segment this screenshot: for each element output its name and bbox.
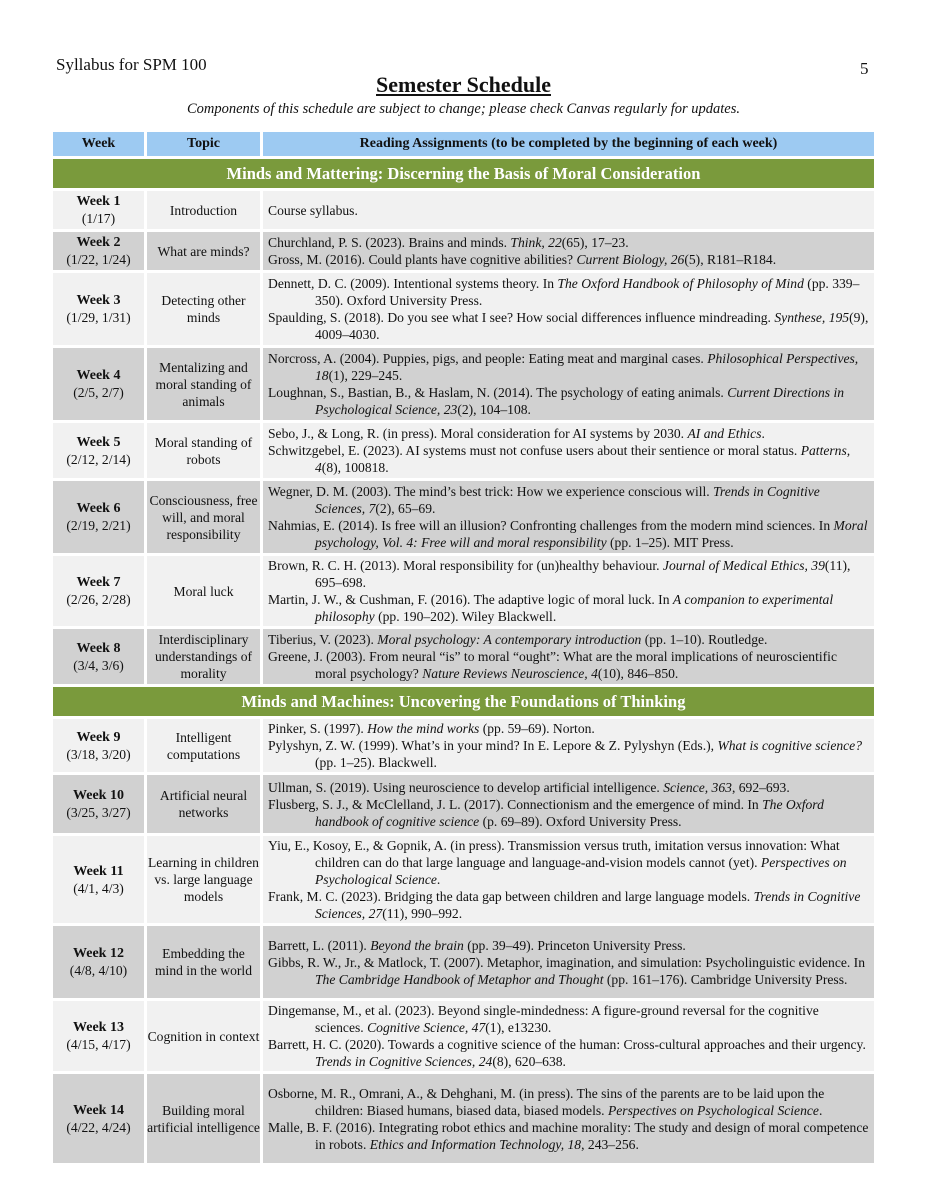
week-dates: (4/22, 4/24) bbox=[66, 1119, 131, 1135]
citation-source: AI and Ethics bbox=[687, 426, 762, 441]
table-row bbox=[53, 191, 874, 229]
topic-cell: Embedding the mind in the world bbox=[147, 926, 260, 998]
readings-cell bbox=[263, 1001, 874, 1071]
table-row bbox=[53, 348, 874, 420]
week-label: Week 14 bbox=[73, 1102, 124, 1118]
reading-citation bbox=[268, 234, 870, 251]
citation-source: A companion to experimental philosophy bbox=[315, 592, 834, 624]
citation-text: Barrett, H. C. (2020). Towards a cognitive science of the human: Cross-cultural approaches and their urgency. bbox=[268, 1037, 866, 1052]
table-row bbox=[53, 481, 874, 553]
reading-citation bbox=[268, 384, 870, 418]
week-dates: (1/22, 1/24) bbox=[66, 252, 131, 267]
week-dates: (4/1, 4/3) bbox=[73, 880, 124, 896]
citation-text: Dennett, D. C. (2009). Intentional systems theory. In bbox=[268, 276, 558, 291]
citation-details: . bbox=[761, 426, 765, 441]
citation-text: Norcross, A. (2004). Puppies, pigs, and people: Eating meat and marginal cases. bbox=[268, 351, 708, 366]
reading-citation bbox=[268, 309, 870, 343]
week-cell bbox=[53, 926, 144, 998]
week-cell bbox=[53, 1001, 144, 1071]
citation-source: Cognitive Science, 47 bbox=[367, 1020, 486, 1035]
citation-details: (8), 100818. bbox=[321, 460, 389, 475]
column-header-week: Week bbox=[53, 132, 144, 156]
citation-text: Flusberg, S. J., & McClelland, J. L. (2017). Connectionism and the emergence of mind. In bbox=[268, 796, 763, 812]
reading-citation bbox=[268, 483, 870, 517]
table-row bbox=[53, 423, 874, 478]
week-cell bbox=[53, 481, 144, 553]
week-cell bbox=[53, 1074, 144, 1163]
citation-details: . bbox=[818, 1102, 823, 1118]
readings-cell bbox=[263, 481, 874, 553]
reading-citation bbox=[268, 954, 870, 988]
week-label: Week 8 bbox=[76, 640, 121, 656]
reading-citation bbox=[268, 202, 870, 219]
citation-source: Synthese, 195 bbox=[774, 310, 850, 325]
citation-source: Perspectives on Psychological Science bbox=[315, 855, 847, 887]
citation-text: Gibbs, R. W., Jr., & Matlock, T. (2007). Metaphor, imagination, and simulation: Psycholinguistic evidence. In bbox=[268, 954, 866, 970]
citation-text: Pinker, S. (1997). bbox=[268, 721, 368, 736]
section-title: Minds and Machines: Uncovering the Foundations of Thinking bbox=[53, 687, 874, 716]
reading-citation bbox=[268, 557, 870, 591]
week-cell bbox=[53, 232, 144, 270]
citation-text: Greene, J. (2003). From neural “is” to moral “ought”: What are the moral implications of neuroscientific moral psychology? bbox=[268, 649, 837, 681]
citation-details: . bbox=[436, 872, 441, 887]
table-row bbox=[53, 1074, 874, 1163]
citation-details: (pp. 161–176). Cambridge University Press. bbox=[603, 971, 848, 987]
citation-details: (pp. 190–202). Wiley Blackwell. bbox=[374, 609, 557, 624]
citation-source: Patterns, 4 bbox=[315, 443, 851, 475]
citation-text: Osborne, M. R., Omrani, A., & Dehghani, M. (in press). The sins of the parents are to be laid upon the children: Biased humans, biased data, biased models. bbox=[268, 1085, 825, 1118]
topic-cell: Learning in children vs. large language models bbox=[147, 836, 260, 923]
citation-source: Beyond the brain bbox=[370, 937, 464, 953]
citation-text: Gross, M. (2016). Could plants have cognitive abilities? bbox=[268, 252, 577, 267]
citation-text: Yiu, E., Kosoy, E., & Gopnik, A. (in press). Transmission versus truth, imitation versus innovation: What children can do that large language and language-and-vision models cannot (yet). bbox=[268, 838, 840, 870]
week-cell bbox=[53, 719, 144, 772]
reading-citation bbox=[268, 425, 870, 442]
topic-cell: Moral standing of robots bbox=[147, 423, 260, 478]
week-dates: (2/5, 2/7) bbox=[73, 385, 124, 400]
citation-details: (p. 69–89). Oxford University Press. bbox=[479, 813, 682, 829]
table-row bbox=[53, 719, 874, 772]
topic-cell: Consciousness, free will, and moral responsibility bbox=[147, 481, 260, 553]
readings-cell bbox=[263, 191, 874, 229]
citation-source: How the mind works bbox=[367, 721, 480, 736]
readings-cell bbox=[263, 926, 874, 998]
reading-citation bbox=[268, 517, 870, 551]
citation-details: (11), 695–698. bbox=[315, 558, 851, 590]
citation-source: Trends in Cognitive Sciences, 7 bbox=[315, 484, 820, 516]
reading-citation bbox=[268, 1036, 870, 1070]
citation-source: Moral psychology, Vol. 4: Free will and moral responsibility bbox=[315, 518, 868, 550]
week-dates: (4/8, 4/10) bbox=[69, 963, 128, 978]
reading-citation bbox=[268, 737, 870, 771]
citation-source: Current Biology, 26 bbox=[576, 252, 685, 267]
table-row bbox=[53, 775, 874, 833]
topic-cell: Building moral artificial intelligence bbox=[147, 1074, 260, 1163]
section-title: Minds and Mattering: Discerning the Basis of Moral Consideration bbox=[53, 159, 874, 188]
citation-details: (pp. 1–25). Blackwell. bbox=[315, 755, 437, 770]
citation-source: Ethics and Information Technology, 18 bbox=[369, 1136, 582, 1152]
citation-source: Current Directions in Psychological Science, 23 bbox=[315, 385, 845, 417]
citation-text: Pylyshyn, Z. W. (1999). What’s in your mind? In E. Lepore & Z. Pylyshyn (Eds.), bbox=[268, 738, 718, 753]
reading-citation bbox=[268, 837, 870, 888]
table-row bbox=[53, 273, 874, 345]
week-label: Week 11 bbox=[73, 863, 124, 879]
column-header-readings: Reading Assignments (to be completed by the beginning of each week) bbox=[263, 132, 874, 156]
week-cell bbox=[53, 191, 144, 229]
citation-details: (1), e13230. bbox=[485, 1020, 552, 1035]
schedule-table bbox=[50, 129, 877, 1166]
week-label: Week 9 bbox=[76, 729, 121, 745]
citation-source: The Cambridge Handbook of Metaphor and Thought bbox=[315, 971, 604, 987]
readings-cell bbox=[263, 423, 874, 478]
readings-cell bbox=[263, 232, 874, 270]
readings-cell bbox=[263, 836, 874, 923]
readings-cell bbox=[263, 273, 874, 345]
topic-cell: Moral luck bbox=[147, 556, 260, 626]
citation-text: Wegner, D. M. (2003). The mind’s best trick: How we experience conscious will. bbox=[268, 484, 714, 499]
citation-text: Nahmias, E. (2014). Is free will an illusion? Confronting challenges from the modern mind sciences. In bbox=[268, 518, 834, 533]
week-label: Week 4 bbox=[76, 368, 121, 383]
citation-source: Think, 22 bbox=[510, 235, 562, 250]
course-header: Syllabus for SPM 100 bbox=[56, 55, 207, 74]
week-label: Week 6 bbox=[76, 501, 121, 516]
citation-details: (9), 4009–4030. bbox=[315, 310, 869, 342]
reading-citation bbox=[268, 251, 870, 268]
citation-text: Malle, B. F. (2016). Integrating robot ethics and machine morality: The study and design of moral competence in robots. bbox=[268, 1119, 869, 1152]
week-dates: (1/17) bbox=[81, 211, 116, 226]
week-dates: (2/12, 2/14) bbox=[66, 451, 131, 467]
week-cell bbox=[53, 556, 144, 626]
table-row bbox=[53, 629, 874, 684]
topic-cell: Detecting other minds bbox=[147, 273, 260, 345]
citation-details: (5), R181–R184. bbox=[684, 252, 777, 267]
citation-text: Spaulding, S. (2018). Do you see what I see? How social differences influence mindreading. bbox=[268, 310, 775, 325]
week-label: Week 13 bbox=[73, 1020, 124, 1035]
readings-cell bbox=[263, 775, 874, 833]
table-row bbox=[53, 836, 874, 923]
citation-text: Course syllabus. bbox=[268, 202, 358, 218]
citation-details: (pp. 339–350). Oxford University Press. bbox=[315, 276, 860, 308]
table-row bbox=[53, 556, 874, 626]
citation-source: Trends in Cognitive Sciences, 24 bbox=[315, 1054, 493, 1069]
reading-citation bbox=[268, 796, 870, 830]
citation-text: Loughnan, S., Bastian, B., & Haslam, N. (2014). The psychology of eating animals. bbox=[268, 385, 728, 400]
section-row bbox=[53, 159, 874, 188]
week-label: Week 1 bbox=[76, 194, 121, 209]
topic-cell: What are minds? bbox=[147, 232, 260, 270]
week-cell bbox=[53, 775, 144, 833]
reading-citation bbox=[268, 1119, 870, 1153]
citation-source: Journal of Medical Ethics, 39 bbox=[662, 558, 825, 573]
citation-details: , 692–693. bbox=[731, 779, 790, 795]
week-dates: (4/15, 4/17) bbox=[66, 1037, 131, 1052]
citation-source: Philosophical Perspectives, 18 bbox=[315, 351, 859, 383]
schedule-body bbox=[53, 159, 874, 1163]
citation-text: Dingemanse, M., et al. (2023). Beyond single-mindedness: A figure-ground reversal for the cognitive sciences. bbox=[268, 1003, 819, 1035]
page-title: Semester Schedule bbox=[376, 72, 551, 97]
citation-text: Frank, M. C. (2023). Bridging the data gap between children and large language models. bbox=[268, 889, 754, 904]
topic-cell: Intelligent computations bbox=[147, 719, 260, 772]
week-cell bbox=[53, 348, 144, 420]
citation-details: (pp. 1–25). MIT Press. bbox=[606, 535, 734, 550]
page-subtitle: Components of this schedule are subject to change; please check Canvas regularly for updates. bbox=[186, 101, 741, 117]
reading-citation bbox=[268, 1085, 870, 1119]
citation-details: (65), 17–23. bbox=[561, 235, 629, 250]
week-label: Week 5 bbox=[76, 434, 121, 450]
citation-details: (8), 620–638. bbox=[492, 1054, 566, 1069]
citation-source: The Oxford handbook of cognitive science bbox=[315, 796, 824, 829]
readings-cell bbox=[263, 719, 874, 772]
week-dates: (2/26, 2/28) bbox=[66, 592, 131, 607]
citation-source: What is cognitive science? bbox=[717, 738, 863, 753]
table-row bbox=[53, 926, 874, 998]
table-header-row bbox=[53, 132, 874, 156]
topic-cell: Mentalizing and moral standing of animals bbox=[147, 348, 260, 420]
citation-text: Martin, J. W., & Cushman, F. (2016). The adaptive logic of moral luck. In bbox=[268, 592, 673, 607]
week-label: Week 2 bbox=[76, 235, 121, 250]
citation-source: Trends in Cognitive Sciences, 27 bbox=[315, 889, 861, 921]
reading-citation bbox=[268, 779, 870, 796]
citation-details: , 243–256. bbox=[581, 1136, 639, 1152]
reading-citation bbox=[268, 275, 870, 309]
week-cell bbox=[53, 273, 144, 345]
readings-cell bbox=[263, 348, 874, 420]
citation-source: Perspectives on Psychological Science bbox=[607, 1102, 819, 1118]
column-header-topic: Topic bbox=[147, 132, 260, 156]
reading-citation bbox=[268, 648, 870, 682]
topic-cell: Introduction bbox=[147, 191, 260, 229]
reading-citation bbox=[268, 631, 870, 648]
reading-citation bbox=[268, 888, 870, 922]
week-label: Week 3 bbox=[76, 293, 121, 308]
readings-cell bbox=[263, 1074, 874, 1163]
citation-text: Brown, R. C. H. (2013). Moral responsibility for (un)healthy behaviour. bbox=[268, 558, 663, 573]
topic-cell: Artificial neural networks bbox=[147, 775, 260, 833]
citation-details: (1), 229–245. bbox=[328, 368, 403, 383]
readings-cell bbox=[263, 629, 874, 684]
citation-source: Nature Reviews Neuroscience, 4 bbox=[422, 666, 598, 681]
section-row bbox=[53, 687, 874, 716]
page-number: 5 bbox=[860, 59, 869, 78]
citation-details: (pp. 39–49). Princeton University Press. bbox=[463, 937, 686, 953]
week-label: Week 10 bbox=[73, 788, 124, 803]
table-row bbox=[53, 232, 874, 270]
citation-source: Science, 363 bbox=[663, 779, 732, 795]
week-label: Week 7 bbox=[76, 575, 121, 590]
reading-citation bbox=[268, 442, 870, 476]
reading-citation bbox=[268, 591, 870, 625]
readings-cell bbox=[263, 556, 874, 626]
week-dates: (2/19, 2/21) bbox=[66, 518, 131, 533]
citation-source: The Oxford Handbook of Philosophy of Mind bbox=[557, 276, 804, 291]
week-dates: (1/29, 1/31) bbox=[66, 310, 131, 325]
citation-details: (11), 990–992. bbox=[382, 906, 463, 921]
reading-citation bbox=[268, 350, 870, 384]
citation-details: (2), 104–108. bbox=[457, 402, 531, 417]
citation-text: Churchland, P. S. (2023). Brains and minds. bbox=[268, 235, 511, 250]
reading-citation bbox=[268, 1002, 870, 1036]
week-dates: (3/25, 3/27) bbox=[66, 805, 131, 820]
citation-text: Ullman, S. (2019). Using neuroscience to develop artificial intelligence. bbox=[268, 779, 664, 795]
week-cell bbox=[53, 836, 144, 923]
week-dates: (3/4, 3/6) bbox=[73, 657, 124, 673]
topic-cell: Interdisciplinary understandings of morality bbox=[147, 629, 260, 684]
week-cell bbox=[53, 423, 144, 478]
citation-text: Barrett, L. (2011). bbox=[268, 937, 371, 953]
citation-details: (pp. 59–69). Norton. bbox=[479, 721, 595, 736]
citation-details: (pp. 1–10). Routledge. bbox=[641, 632, 768, 647]
citation-details: (2), 65–69. bbox=[375, 501, 436, 516]
reading-citation bbox=[268, 720, 870, 737]
table-row bbox=[53, 1001, 874, 1071]
citation-source: Moral psychology: A contemporary introduction bbox=[377, 632, 642, 647]
week-dates: (3/18, 3/20) bbox=[66, 746, 131, 762]
citation-text: Tiberius, V. (2023). bbox=[268, 632, 378, 647]
reading-citation bbox=[268, 937, 870, 954]
topic-cell: Cognition in context bbox=[147, 1001, 260, 1071]
week-cell bbox=[53, 629, 144, 684]
week-label: Week 12 bbox=[73, 946, 124, 961]
citation-details: (10), 846–850. bbox=[597, 666, 679, 681]
citation-text: Sebo, J., & Long, R. (in press). Moral consideration for AI systems by 2030. bbox=[268, 426, 688, 441]
citation-text: Schwitzgebel, E. (2023). AI systems must not confuse users about their sentience or moral status. bbox=[268, 443, 801, 458]
